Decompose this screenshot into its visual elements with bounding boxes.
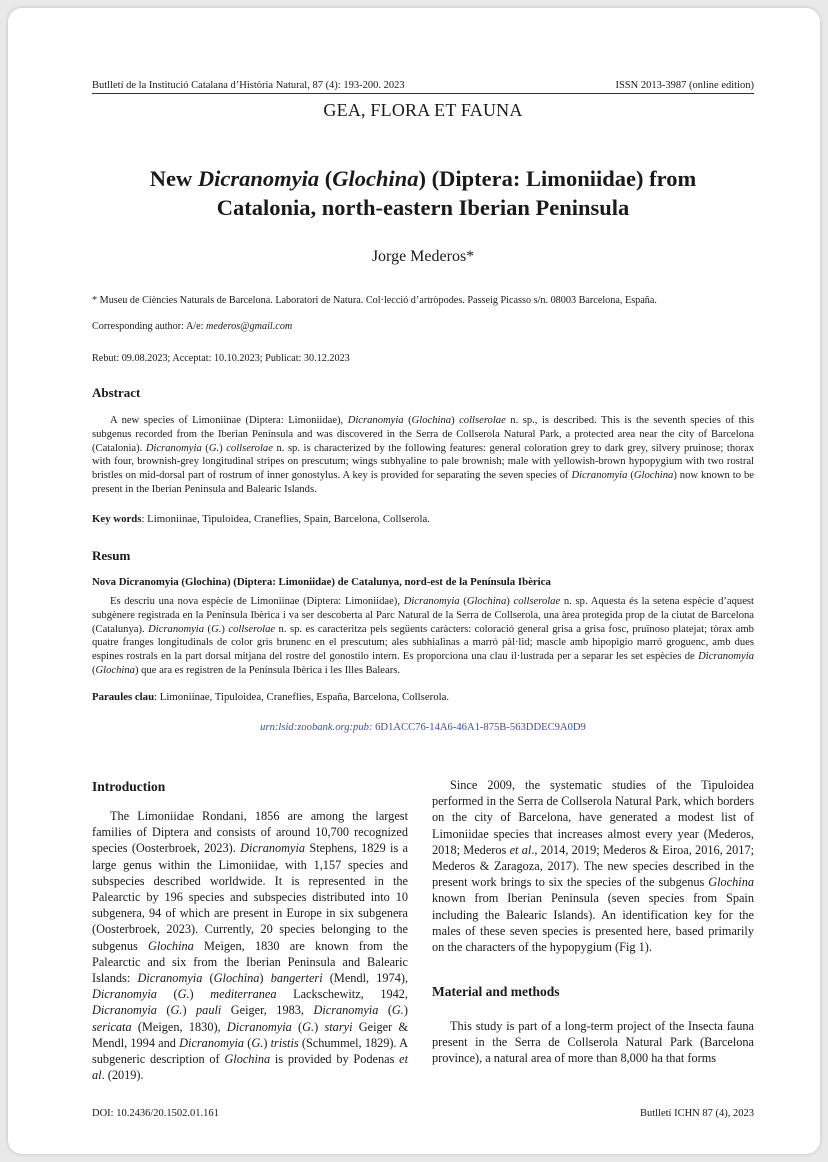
material-methods-text: This study is part of a long-term project of the Insecta fauna present in the Serra de Collserola Natural Park (Barcelona province), a natural area of more than 8,000 ha that forms [432, 1019, 754, 1066]
issn: ISSN 2013-3987 (online edition) [615, 80, 754, 91]
email-link[interactable]: mederos@gmail.com [206, 321, 293, 332]
paper-page [8, 8, 820, 1154]
resum-text: Es descriu una nova espècie de Limoniinae (Diptera: Limoniidae), Dicranomyia (Glochina) collserolae n. sp. Aquesta és la setena espècie d’aquest subgènere registrada en la Península Ibèrica i va ser descoberta al Parc Natural de la Serra de Collserola, una àrea protegida prop de la ciutat de Barcelona (Catalunya). Dicranomyia (G.) collserolae n. sp. es caracteritza pels següents caràcters: coloració general grisa a grisa fosc, pruïnoso platejat; tòrax amb quatre franges longitudinals de color gris brunenc en el prescutum; ales subhialinas a marró pàl·lid; mascle amb hipopigio marró groguenc, amb dues espines rostrals en la part dorsal mitjana del rostre del gonostilo intern. Es proporciona una clau il·lustrada per a separar les set espècies de Dicranomyia (Glochina) que ara es registren de la Península Ibèrica i les Illes Balears. [92, 596, 754, 676]
resum-title: Nova Dicranomyia (Glochina) (Diptera: Limoniidae) de Catalunya, nord-est de la Península Ibèrica [92, 576, 551, 588]
doi: DOI: 10.2436/20.1502.01.161 [92, 1108, 219, 1119]
introduction-text: The Limoniidae Rondani, 1856 are among the largest families of Diptera and consists of around 10,700 recognized species (Oosterbroek, 2023). Dicranomyia Stephens, 1829 is a large genus within the Limoniidae, with 1,157 species and subspecies described worldwide. It is represented in the Palearctic by 196 species and subspecies distributed into 10 subgenera, 94 of which are present in Europe in six subgenera (Oosterbroek, 2023). Currently, 20 species belonging to the subgenus Glochina Meigen, 1830 are known from the Palearctic and six from the Iberian Peninsula and Balearic Islands: Dicranomyia (Glochina) bangerteri (Mendl, 1974), Dicranomyia (G.) mediterranea Lackschewitz, 1942, Dicranomyia (G.) pauli Geiger, 1983, Dicranomyia (G.) sericata (Meigen, 1830), Dicranomyia (G.) staryi Geiger & Mendl, 1994 and Dicranomyia (G.) tristis (Schummel, 1829). A subgeneric description of Glochina is provided by Podenas et al. (2019). [92, 809, 409, 1083]
journal-issue: Butlletí ICHN 87 (4), 2023 [639, 1108, 754, 1119]
abstract-text: A new species of Limoniinae (Diptera: Limoniidae), Dicranomyia (Glochina) collserolae n. sp., is described. This is the seventh species of this subgenus recorded from the Iberian Peninsula and was discovered in the Serra de Collserola Natural Park, a protected area near the city of Barcelona (Catalonia). Dicranomyia (G.) collserolae n. sp. is characterized by the following features: general coloration grey to dark grey, silvery pruinose; thorax with four, brownish-grey longitudinal stripes on prescutum; wings subhyaline to pale brownish; male with yellowish-brown hypopygium with two rostral bristles on mid-dorsal part of rostrum of inner gonostylus. A key is provided for separating the seven species of Dicranomyia (Glochina) now known to be present in the Iberian Peninsula and Balearic Islands. [92, 415, 754, 495]
corresponding-author: Corresponding author: A/e: mederos@gmail.com [92, 321, 293, 332]
affiliation: * Museu de Ciències Naturals de Barcelona. Laboratori de Natura. Col·lecció d’artròpodes. Passeig Picasso s/n. 08003 Barcelona, España. [92, 295, 657, 306]
section-heading: GEA, FLORA ET FAUNA [323, 100, 523, 120]
resum-heading: Resum [92, 548, 131, 563]
abstract-heading: Abstract [92, 385, 141, 400]
journal-citation: Butlletí de la Institució Catalana d’Història Natural, 87 (4): 193-200. 2023 [92, 80, 405, 91]
paraules-clau: Paraules clau: Limoniinae, Tipuloidea, Craneflies, España, Barcelona, Collserola. [92, 691, 450, 703]
material-methods-heading: Material and methods [432, 984, 560, 999]
introduction-heading: Introduction [92, 779, 166, 794]
running-head [92, 80, 754, 94]
page-footer [92, 1108, 754, 1119]
zoobank-lsid-link[interactable]: urn:lsid:zoobank.org:pub: 6D1ACC76-14A6-46A1-875B-563DDEC9A0D9 [260, 722, 586, 733]
author-name: Jorge Mederos* [371, 248, 475, 265]
dates: Rebut: 09.08.2023; Acceptat: 10.10.2023; Publicat: 30.12.2023 [92, 353, 350, 364]
article-title: New Dicranomyia (Glochina) (Diptera: Limoniidae) from Catalonia, north-eastern Iberian Peninsula [149, 166, 697, 220]
keywords: Key words: Limoniinae, Tipuloidea, Craneflies, Spain, Barcelona, Collserola. [92, 513, 430, 525]
right-column-paragraph: Since 2009, the systematic studies of the Tipuloidea performed in the Serra de Collserola Natural Park, which borders on the city of Barcelona, have generated a modest list of Limoniidae species that increases almost every year (Mederos, 2018; Mederos et al., 2014, 2019; Mederos & Eiroa, 2016, 2017; Mederos & Zaragoza, 2017). The new species described in the present work brings to six the species of the subgenus Glochina known from Iberian Peninsula (seven species from Spain including the Balearic Islands). An identification key for the males of these seven species is presented here, based primarily on the characters of the hypopygium (Fig 1). [432, 778, 755, 955]
